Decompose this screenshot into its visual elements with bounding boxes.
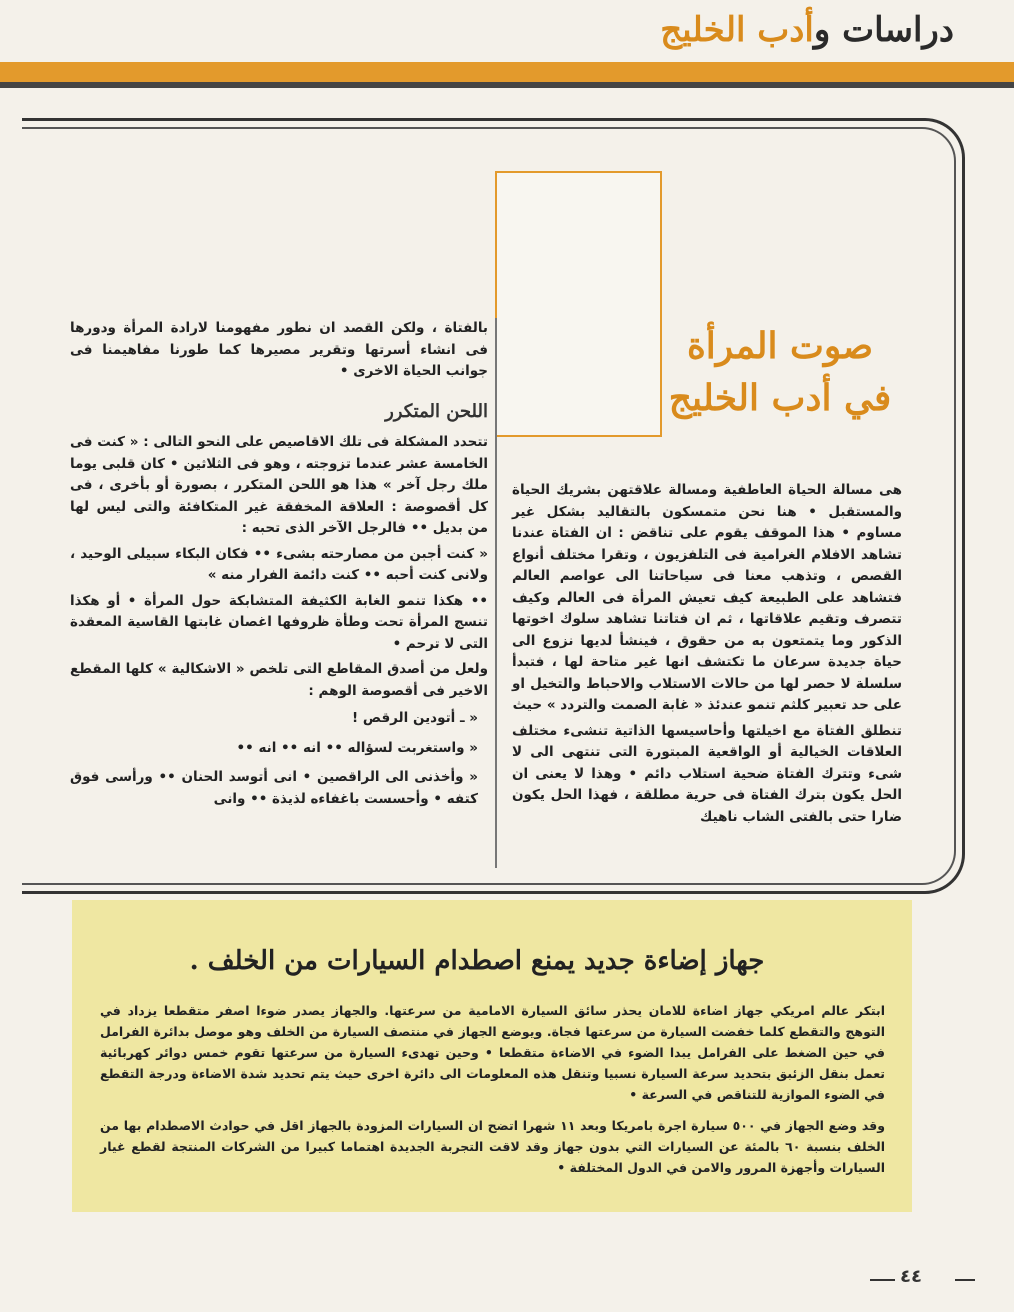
quote-2: « واستغربت لسؤاله •• انه •• انه •• [236, 739, 478, 756]
sidebar-box-text [100, 1000, 885, 1188]
right-paragraph-1: هى مسالة الحياة العاطفية ومسالة علاقتهن بشريك الحياة والمستقبل • هنا نحن متمسكون بالتقاليد بشكل غير مساوم • هذا الموقف يقوم على تناقض : ان الفتاة عندنا تشاهد الافلام الغرامية فى التلفزيون ، وتقرا مختلف أنواع القصص ، وتذهب معنا فى سياحاتنا الى عواصم العالم فتشاهد على الطبيعة كيف تعيش المرأة فى العالم وكيف تتصرف وتقيم علاقاتها ، ثم ان فتاتنا تشاهد سلوك اخوتها الذكور وما يتمتعون به من حقوق ، فينشأ لديها نزوع الى حياة جديدة سرعان ما تكتشف انها غير متاحة لها ، فتبدأ سلسلة لا حصر لها من حالات الاستلاب والاحباط والتخيل او على حد تعبير كلثم تنمو عندئذ « غابة الصمت والتردد » حيث [512, 482, 902, 713]
sidebar-paragraph-1: ابتكر عالم امريكي جهاز اضاءة للامان يحذر سائق السيارة الامامية من سرعتها. والجهاز يصدر ضوءا اصفر متقطعا يزداد في التوهج والتقطع كلما خفضت السيارة من سرعتها فجاة. ويوضع الجهاز في منتصف السيارة من الخلف وهو موصل بدائرة الفرامل في حين الضغط على الفرامل يبدا الضوء في الاضاءة متقطعا • وحين تهدىء السيارة من سرعتها تقوم خمس دوائر كهربائية تعمل بنقل الزئبق بتحديد سرعة السيارة نسبيا وتنقل هذه المعلومات الى دائرة اخرى حيث يتم تحديد شدة الاضاءة ودرجة التقطع في الضوء الموازية للتناقص في السرعة • [100, 1003, 885, 1102]
right-column [512, 480, 902, 832]
quote-3: « وأخذنى الى الراقصين • انى أتوسد الحنان •• ورأسى فوق كتفه • وأحسست باغفاءه لذيذة •• وانى [70, 769, 478, 807]
section-header [660, 10, 954, 50]
header-title-part2: أدب الخليج [660, 10, 814, 50]
left-column [70, 318, 488, 818]
left-paragraph-3: •• هكذا تنمو الغابة الكثيفة المتشابكة حول المرأة • أو هكذا تنسج المرأة تحت وطأة ظروفها اغصان غابتها القاسية المعقدة التى لا ترحم • [70, 592, 488, 652]
header-title-part1: دراسات و [813, 10, 954, 50]
sidebar-box-title: جهاز إضاءة جديد يمنع اصطدام السيارات من الخلف . [189, 946, 765, 976]
photo-placeholder [495, 171, 662, 437]
left-intro: بالفتاة ، ولكن القصد ان نطور مفهومنا لارادة المرأة ودورها فى انشاء أسرتها وتقرير مصيرها كما طورنا مفاهيمنا فى جوانب الحياة الاخرى • [70, 320, 488, 379]
subheading: اللحن المتكرر [385, 400, 488, 422]
article-title [660, 320, 900, 424]
right-paragraph-2: تنطلق الفتاة مع اخيلتها وأحاسيسها الذاتية تنشىء مختلف العلاقات الخيالية أو الواقعية المبتورة التى تنتهى الى لا شىء وتترك الفتاة ضحية استلاب دائم • وهذا لا يعنى ان الحل يكون بترك الفتاة فى حرية مطلقة ، فهذا الحل يكون ضارا حتى بالفتى الشاب ناهيك [512, 722, 902, 825]
left-paragraph-4: ولعل من أصدق المقاطع التى تلخص « الاشكالية » كلها المقطع الاخير فى أقصوصة الوهم : [70, 661, 488, 699]
page-line-right [955, 1279, 975, 1281]
header-bar [0, 62, 1014, 88]
sidebar-paragraph-2: وقد وضع الجهاز في ٥٠٠ سيارة اجرة بامريكا وبعد ١١ شهرا اتضح ان السيارات المزودة بالجهاز اقل في حوادث الاصطدام بها من الخلف بنسبة ٦٠ بالمئة عن السيارات التي بدون جهاز وقد لاقت التجربة الجديدة اهتماما كبيرا من الشركات المنتجة لقطع غيار السيارات وأجهزة المرور والامن في الدول المختلفة • [100, 1118, 885, 1175]
left-paragraph-1: تتحدد المشكلة فى تلك الاقاصيص على النحو التالى : « كنت فى الخامسة عشر عندما تزوجته ، وهو فى الثلاثين • كان قلبى يوما ملك رجل آخر » هذا هو اللحن المتكرر ، بصورة أو بأخرى ، فى كل أقصوصة : العلاقة المخفقة غير المتكافئة والتى ليس لها من بديل •• فالرجل الآخر الذى تحبه : [70, 434, 488, 536]
quote-1: « ـ أتودين الرقص ! [352, 710, 478, 726]
article-title-line2: في أدب الخليج [668, 377, 892, 419]
column-divider [495, 318, 497, 868]
left-paragraph-2: « كنت أجبن من مصارحته بشىء •• فكان البكاء سبيلى الوحيد ، ولانى كنت أحبه •• كنت دائمة الفرار منه » [70, 545, 488, 583]
page-number: ٤٤ [900, 1266, 922, 1287]
page-line-left [870, 1279, 895, 1281]
article-title-line1: صوت المرأة [686, 325, 874, 367]
